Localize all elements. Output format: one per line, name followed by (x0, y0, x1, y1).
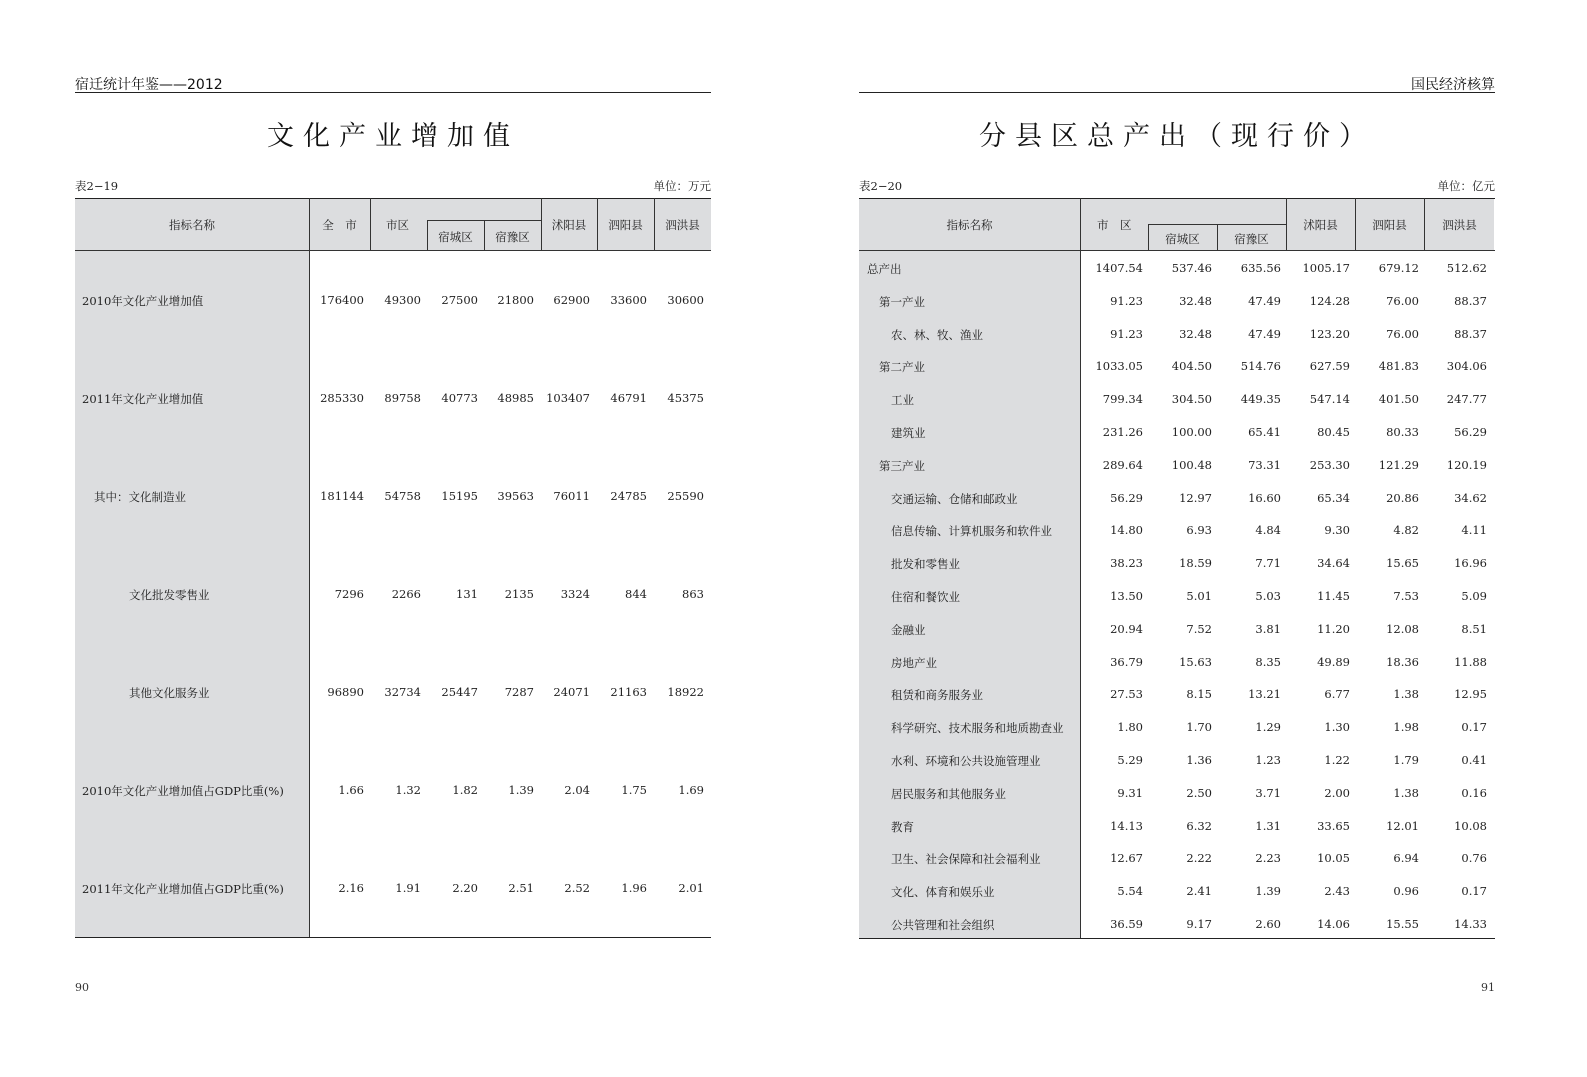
left-page (75, 0, 711, 1077)
table-cell: 88.37 (1454, 293, 1487, 308)
table-cell: 10.05 (1317, 851, 1350, 866)
table-cell: 14.06 (1317, 917, 1350, 931)
table-cell: 76.00 (1386, 326, 1419, 341)
table-cell: 799.34 (1102, 392, 1143, 407)
table-cell: 289.64 (1102, 457, 1143, 472)
table-cell: 21163 (610, 685, 647, 699)
table-cell: 6.93 (1186, 523, 1212, 538)
table-cell: 449.35 (1240, 392, 1281, 407)
table-cell: 33600 (610, 293, 647, 307)
row-label: 第三产业 (879, 458, 925, 473)
header-siyang: 泗阳县 (1372, 218, 1407, 232)
row-label: 2010年文化产业增加值占GDP比重(%) (82, 784, 284, 798)
table-cell: 2.51 (508, 881, 534, 895)
table-cell: 7.52 (1186, 621, 1212, 636)
table-cell: 5.03 (1255, 589, 1281, 603)
table-cell: 1033.05 (1095, 359, 1143, 374)
table-cell: 0.16 (1461, 785, 1487, 800)
table-cell: 15.55 (1386, 917, 1419, 931)
page-number: 90 (75, 981, 89, 994)
table-cell: 48985 (497, 391, 534, 405)
table-cell: 36.79 (1110, 654, 1143, 669)
table-cell: 33.65 (1317, 818, 1350, 833)
header-indicator: 指标名称 (169, 218, 215, 232)
table-cell: 15.63 (1179, 654, 1212, 669)
table-cell: 7287 (504, 685, 534, 699)
table-cell: 14.80 (1110, 523, 1143, 538)
table-cell: 14.33 (1454, 917, 1487, 931)
table-cell: 2.52 (564, 881, 590, 895)
table-cell: 401.50 (1378, 392, 1419, 407)
row-label: 科学研究、技术服务和地质勘查业 (891, 721, 1064, 736)
table-cell: 124.28 (1309, 293, 1350, 308)
table-cell: 56.29 (1454, 425, 1487, 439)
table-cell: 1.66 (338, 783, 364, 797)
table-bottom-rule (75, 937, 711, 938)
table-cell: 123.20 (1309, 326, 1350, 341)
row-label: 教育 (891, 819, 914, 834)
table-cell: 6.77 (1324, 687, 1350, 702)
row-label: 第二产业 (879, 360, 925, 375)
row-label: 公共管理和社会组织 (891, 918, 995, 932)
table-cell: 11.45 (1317, 589, 1350, 603)
table-cell: 21800 (497, 293, 534, 307)
table-cell: 627.59 (1309, 359, 1350, 374)
table-cell: 47.49 (1248, 326, 1281, 341)
table-cell: 844 (625, 587, 647, 601)
table-cell: 54758 (384, 489, 421, 503)
table-cell: 32.48 (1179, 326, 1212, 341)
row-label: 2010年文化产业增加值 (82, 294, 204, 308)
table-cell: 10.08 (1454, 818, 1487, 833)
row-label: 金融业 (891, 622, 926, 637)
table-cell: 8.35 (1255, 654, 1281, 669)
header-shuyang: 沭阳县 (551, 218, 587, 232)
table-cell: 1005.17 (1302, 261, 1350, 275)
table-cell: 0.17 (1461, 720, 1487, 735)
running-head-title: 宿迁统计年鉴——2012 (75, 77, 223, 93)
table-cell: 25590 (667, 489, 704, 503)
table-cell: 1.30 (1324, 720, 1350, 735)
table-cell: 12.67 (1110, 851, 1143, 866)
table-cell: 537.46 (1171, 261, 1212, 275)
table-cell: 5.29 (1117, 753, 1143, 767)
table-unit: 单位：万元 (653, 179, 711, 193)
table-cell: 18.36 (1386, 654, 1419, 669)
table-cell: 7.53 (1393, 589, 1419, 603)
table-cell: 1407.54 (1095, 261, 1143, 275)
table-cell: 1.22 (1324, 753, 1350, 767)
table-cell: 3.71 (1255, 785, 1281, 800)
header-shuyang: 沭阳县 (1303, 218, 1338, 232)
table-cell: 1.75 (621, 783, 647, 797)
table-cell: 16.60 (1248, 490, 1281, 505)
header-rule (859, 92, 1495, 93)
table-cell: 1.31 (1255, 818, 1281, 833)
table-cell: 34.64 (1317, 556, 1350, 571)
table-cell: 1.36 (1186, 753, 1212, 767)
table-cell: 88.37 (1454, 326, 1487, 341)
row-label: 2011年文化产业增加值 (82, 392, 204, 406)
table-cell: 32.48 (1179, 293, 1212, 308)
table-cell: 24071 (553, 685, 590, 699)
table-cell: 100.48 (1171, 457, 1212, 472)
header-sucheng: 宿城区 (1165, 232, 1200, 246)
table-cell: 2266 (391, 587, 421, 601)
table-cell: 34.62 (1454, 490, 1487, 505)
table-cell: 304.50 (1171, 392, 1212, 407)
table-cell: 9.30 (1324, 523, 1350, 538)
row-label: 批发和零售业 (891, 557, 960, 572)
table-cell: 4.84 (1255, 523, 1281, 538)
table-cell: 512.62 (1446, 261, 1487, 275)
table-cell: 14.13 (1110, 818, 1143, 833)
table-cell: 176400 (320, 293, 364, 307)
table-cell: 27.53 (1110, 687, 1143, 702)
table-cell: 49300 (384, 293, 421, 307)
table-cell: 38.23 (1110, 556, 1143, 571)
table-cell: 56.29 (1110, 490, 1143, 505)
table-cell: 1.69 (678, 783, 704, 797)
table-cell: 65.34 (1317, 490, 1350, 505)
table-cell: 2.00 (1324, 785, 1350, 800)
row-label: 总产出 (867, 262, 902, 276)
table-cell: 2.04 (564, 783, 590, 797)
header-rule (75, 92, 711, 93)
table-cell: 1.98 (1393, 720, 1419, 735)
table-cell: 1.32 (395, 783, 421, 797)
table-cell: 2.43 (1324, 884, 1350, 899)
table-cell: 6.94 (1393, 851, 1419, 866)
row-label: 2011年文化产业增加值占GDP比重(%) (82, 882, 284, 896)
header-suyu: 宿豫区 (1234, 232, 1269, 246)
table-cell: 0.17 (1461, 884, 1487, 899)
table-cell: 12.01 (1386, 818, 1419, 833)
table-cell: 2135 (504, 587, 534, 601)
table-unit: 单位：亿元 (1437, 179, 1495, 193)
table-cell: 0.96 (1393, 884, 1419, 899)
table-cell: 1.79 (1393, 753, 1419, 767)
header-indicator: 指标名称 (946, 218, 993, 232)
table-cell: 20.86 (1386, 490, 1419, 505)
table-cell: 7296 (334, 587, 364, 601)
table-cell: 45375 (667, 391, 704, 405)
header-bottom-rule (75, 250, 711, 251)
table-cell: 304.06 (1446, 359, 1487, 374)
table-cell: 80.33 (1386, 425, 1419, 439)
row-label: 农、林、牧、渔业 (891, 327, 983, 342)
table-cell: 40773 (441, 391, 478, 405)
table-cell: 253.30 (1309, 457, 1350, 472)
table-cell: 12.95 (1454, 687, 1487, 702)
table-cell: 5.01 (1186, 589, 1212, 603)
table-cell: 25447 (441, 685, 478, 699)
header-siyang: 泗阳县 (608, 218, 643, 232)
table-cell: 13.50 (1110, 589, 1143, 603)
table-cell: 131 (456, 587, 478, 601)
table-cell: 5.54 (1117, 884, 1143, 899)
table-cell: 2.16 (338, 881, 364, 895)
page-title: 文化产业增加值 (267, 121, 519, 152)
table-number: 表2−19 (75, 179, 119, 193)
row-label: 交通运输、仓储和邮政业 (891, 491, 1018, 506)
table-cell: 76.00 (1386, 293, 1419, 308)
table-cell: 2.22 (1186, 851, 1212, 866)
table-cell: 1.39 (508, 783, 534, 797)
table-bottom-rule (859, 938, 1495, 939)
row-label: 工业 (891, 393, 914, 408)
table-cell: 3.81 (1255, 621, 1281, 636)
table-cell: 16.96 (1454, 556, 1487, 571)
table-top-rule (75, 198, 711, 199)
table-cell: 679.12 (1378, 261, 1419, 275)
right-page (859, 0, 1495, 1077)
table-cell: 2.41 (1186, 884, 1212, 899)
table-cell: 18922 (667, 685, 704, 699)
header-city-district: 市区 (386, 218, 409, 232)
table-cell: 1.38 (1393, 687, 1419, 702)
table-cell: 20.94 (1110, 621, 1143, 636)
row-label: 文化、体育和娱乐业 (891, 885, 995, 900)
table-cell: 12.08 (1386, 621, 1419, 636)
table-cell: 1.91 (395, 881, 421, 895)
header-sihong: 泗洪县 (665, 218, 700, 232)
table-cell: 2.01 (678, 881, 704, 895)
table-cell: 9.17 (1186, 917, 1212, 931)
table-cell: 12.97 (1179, 490, 1212, 505)
row-label: 水利、环境和公共设施管理业 (891, 754, 1041, 768)
table-cell: 46791 (610, 391, 647, 405)
table-number: 表2−20 (859, 179, 903, 193)
table-cell: 11.88 (1454, 654, 1487, 669)
table-cell: 4.82 (1393, 523, 1419, 538)
table-cell: 7.71 (1255, 556, 1281, 571)
table-cell: 65.41 (1248, 425, 1281, 439)
table-cell: 30600 (667, 293, 704, 307)
table-cell: 1.70 (1186, 720, 1212, 735)
header-suyu: 宿豫区 (495, 230, 530, 244)
table-cell: 15.65 (1386, 556, 1419, 571)
table-cell: 91.23 (1110, 326, 1143, 341)
table-cell: 0.41 (1461, 753, 1487, 767)
table-cell: 2.50 (1186, 785, 1212, 800)
row-label: 卫生、社会保障和社会福利业 (891, 852, 1041, 867)
table-cell: 2.20 (452, 881, 478, 895)
table-cell: 39563 (497, 489, 534, 503)
table-cell: 49.89 (1317, 654, 1350, 669)
table-top-rule (859, 198, 1495, 199)
table-cell: 231.26 (1102, 425, 1143, 439)
table-cell: 2.60 (1255, 917, 1281, 931)
table-cell: 91.23 (1110, 293, 1143, 308)
table-cell: 76011 (553, 489, 590, 503)
column-rule (309, 198, 310, 937)
table-cell: 285330 (320, 391, 364, 405)
row-label: 房地产业 (891, 655, 937, 670)
table-cell: 24785 (610, 489, 647, 503)
table-cell: 4.11 (1461, 523, 1487, 538)
table-cell: 6.32 (1186, 818, 1212, 833)
table-cell: 1.23 (1255, 753, 1281, 767)
row-label: 建筑业 (891, 426, 926, 440)
table-cell: 80.45 (1317, 425, 1350, 439)
table-cell: 2.23 (1255, 851, 1281, 866)
header-sihong: 泗洪县 (1442, 218, 1477, 232)
table-cell: 547.14 (1309, 392, 1350, 407)
table-cell: 27500 (441, 293, 478, 307)
table-cell: 15195 (441, 489, 478, 503)
table-cell: 120.19 (1446, 457, 1487, 472)
table-cell: 9.31 (1117, 785, 1143, 800)
table-cell: 1.80 (1117, 720, 1143, 735)
column-rule (370, 198, 371, 250)
table-cell: 11.20 (1317, 621, 1350, 636)
table-cell: 5.09 (1461, 589, 1487, 603)
row-label: 居民服务和其他服务业 (891, 786, 1006, 801)
row-label: 住宿和餐饮业 (891, 590, 960, 604)
table-cell: 121.29 (1378, 457, 1419, 472)
table-cell: 1.39 (1255, 884, 1281, 899)
row-label: 文化批发零售业 (129, 588, 210, 602)
header-city-district: 市 区 (1097, 218, 1132, 232)
table-cell: 1.96 (621, 881, 647, 895)
table-cell: 32734 (384, 685, 421, 699)
table-cell: 404.50 (1171, 359, 1212, 374)
table-cell: 89758 (384, 391, 421, 405)
header-whole-city: 全 市 (322, 218, 357, 232)
table-cell: 514.76 (1240, 359, 1281, 374)
running-head-title: 国民经济核算 (1411, 77, 1495, 93)
table-cell: 635.56 (1240, 261, 1281, 275)
table-cell: 47.49 (1248, 293, 1281, 308)
table-cell: 1.38 (1393, 785, 1419, 800)
row-label: 其中：文化制造业 (94, 490, 186, 504)
row-label: 租赁和商务服务业 (891, 688, 983, 703)
page-title: 分县区总产出（现行价） (979, 121, 1375, 152)
table-cell: 1.29 (1255, 720, 1281, 735)
row-label: 第一产业 (879, 294, 925, 309)
table-cell: 3324 (560, 587, 590, 601)
table-cell: 36.59 (1110, 917, 1143, 931)
table-cell: 481.83 (1378, 359, 1419, 374)
table-cell: 18.59 (1179, 556, 1212, 571)
table-cell: 8.51 (1461, 621, 1487, 636)
table-cell: 73.31 (1248, 457, 1281, 472)
table-cell: 863 (682, 587, 704, 601)
table-cell: 62900 (553, 293, 590, 307)
table-cell: 100.00 (1171, 425, 1212, 439)
header-sucheng: 宿城区 (438, 230, 473, 244)
row-label: 信息传输、计算机服务和软件业 (891, 524, 1052, 539)
table-cell: 96890 (327, 685, 364, 699)
page-number: 91 (1481, 981, 1495, 994)
table-cell: 8.15 (1186, 687, 1212, 702)
table-cell: 0.76 (1461, 851, 1487, 866)
row-label: 其他文化服务业 (129, 686, 210, 700)
table-cell: 13.21 (1248, 687, 1281, 702)
table-cell: 103407 (546, 391, 590, 405)
header-bottom-rule (859, 250, 1495, 251)
table-cell: 1.82 (452, 783, 478, 797)
table-cell: 247.77 (1446, 392, 1487, 407)
table-cell: 181144 (320, 489, 364, 503)
